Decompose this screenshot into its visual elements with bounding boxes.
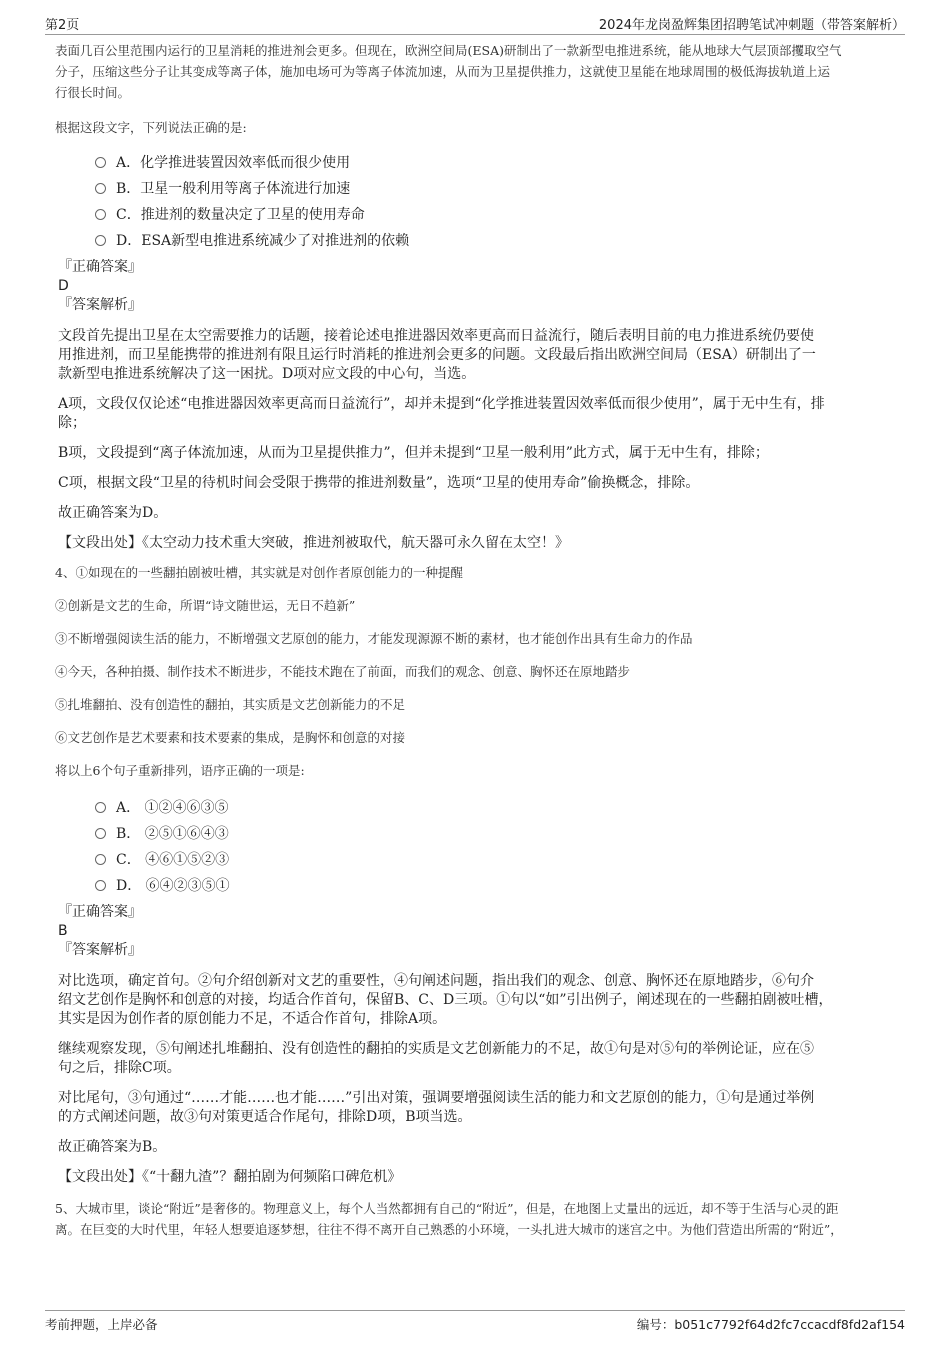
radio-icon[interactable] — [95, 854, 106, 865]
analysis-paragraph — [58, 474, 895, 493]
option-text: D． ⑥④②③⑤① — [116, 878, 230, 894]
option-c[interactable] — [95, 847, 895, 873]
question-prompt: 将以上6个句子重新排列，语序正确的一项是: — [55, 763, 305, 778]
analysis-paragraph — [58, 327, 895, 384]
footer-slogan: 考前押题，上岸必备 — [45, 1317, 158, 1332]
option-d[interactable] — [95, 228, 895, 254]
page-footer — [45, 1310, 905, 1333]
analysis-line: 【文段出处】《“十翻九渣”？翻拍剧为何频陷口碑危机》 — [58, 1169, 402, 1185]
option-text: B． ②⑤①⑥④③ — [116, 826, 229, 842]
analysis-line: 故正确答案为B。 — [58, 1139, 167, 1155]
option-list — [95, 150, 895, 254]
option-text: B．卫星一般利用等离子体流进行加速 — [116, 181, 351, 197]
option-text: A． ①②④⑥③⑤ — [116, 800, 229, 816]
option-c[interactable] — [95, 202, 895, 228]
radio-icon[interactable] — [95, 209, 106, 220]
document-code: 编号：b051c7792f64d2fc7ccacdf8fd2af154 — [636, 1317, 905, 1332]
analysis-line: 句之后，排除C项。 — [58, 1060, 181, 1076]
option-b[interactable] — [95, 176, 895, 202]
question-prompt: 根据这段文字，下列说法正确的是: — [55, 120, 247, 135]
analysis-line: B项，文段提到“离子体流加速，从而为卫星提供推力”，但并未提到“卫星一般利用”此方式，属于无中生有，排除； — [58, 445, 769, 461]
sentence-item: 4、①如现在的一些翻拍剧被吐槽，其实就是对创作者原创能力的一种提醒 — [55, 565, 463, 580]
answer-label: 『正确答案』 — [58, 259, 142, 275]
option-text: D．ESA新型电推进系统减少了对推进剂的依赖 — [116, 233, 410, 249]
option-list — [95, 795, 895, 899]
analysis-line: C项，根据文段“卫星的待机时间会受限于携带的推进剂数量”，选项“卫星的使用寿命”偷换概念，排除。 — [58, 475, 700, 491]
analysis-paragraph — [58, 504, 895, 523]
analysis-line: A项，文段仅仅论述“电推进器因效率更高而日益流行”，却并未提到“化学推进装置因效率低而很少使用”，属于无中生有，排 — [58, 396, 825, 412]
option-b[interactable] — [95, 821, 895, 847]
analysis-line: 文段首先提出卫星在太空需要推力的话题，接着论述电推进器因效率更高而日益流行，随后表明目前的电力推进系统仍要使 — [58, 328, 814, 344]
analysis-line: 对比尾句，③句通过“……才能……也才能……”引出对策，强调要增强阅读生活的能力和文艺原创的能力，①句是通过举例 — [58, 1090, 815, 1106]
analysis-line: 用推进剂，而卫星能携带的推进剂有限且运行时消耗的推进剂会更多的问题。文段最后指出欧洲空间局（ESA）研制出了一 — [58, 347, 816, 363]
option-d[interactable] — [95, 873, 895, 899]
radio-icon[interactable] — [95, 828, 106, 839]
passage-line: 离。在巨变的大时代里，年轻人想要追逐梦想，往往不得不离开自己熟悉的小环境，一头扎进大城市的迷宫之中。为他们营造出所需的“附近”， — [55, 1222, 843, 1237]
analysis-paragraph — [58, 1138, 895, 1157]
passage-line: 表面几百公里范围内运行的卫星消耗的推进剂会更多。但现在，欧洲空间局(ESA)研制出了一款新型电推进系统，能从地球大气层顶部攫取空气 — [55, 43, 842, 58]
correct-answer: D — [58, 278, 69, 294]
analysis-body — [58, 972, 895, 1187]
analysis-paragraph — [58, 1040, 895, 1078]
analysis-line: 的方式阐述问题，故③句对策更适合作尾句，排除D项，B项当选。 — [58, 1109, 472, 1125]
source-citation — [58, 534, 895, 553]
sentence-item: ③不断增强阅读生活的能力，不断增强文艺原创的能力，才能发现源源不断的素材，也才能创作出具有生命力的作品 — [55, 631, 693, 646]
analysis-body — [58, 327, 895, 553]
radio-icon[interactable] — [95, 880, 106, 891]
option-text: C．推进剂的数量决定了卫星的使用寿命 — [116, 207, 365, 223]
analysis-paragraph — [58, 1089, 895, 1127]
analysis-paragraph — [58, 444, 895, 463]
radio-icon[interactable] — [95, 183, 106, 194]
sentence-item: ⑤扎堆翻拍、没有创造性的翻拍，其实质是文艺创新能力的不足 — [55, 697, 406, 712]
page-content — [55, 40, 895, 1240]
radio-icon[interactable] — [95, 235, 106, 246]
analysis-line: 绍文艺创作是胸怀和创意的对接，均适合作首句，保留B、C、D三项。①句以“如”引出例子，阐述现在的一些翻拍剧被吐槽， — [58, 992, 833, 1008]
analysis-line: 【文段出处】《太空动力技术重大突破，推进剂被取代，航天器可永久留在太空！》 — [58, 535, 569, 551]
sentence-item: ②创新是文艺的生命，所谓“诗文随世运，无日不趋新” — [55, 598, 356, 613]
passage-line: 5、大城市里，谈论“附近”是奢侈的。物理意义上，每个人当然都拥有自己的“附近”，但是，在地图上丈量出的远近，却不等于生活与心灵的距 — [55, 1201, 839, 1216]
answer-label: 『正确答案』 — [58, 904, 142, 920]
analysis-paragraph — [58, 395, 895, 433]
analysis-line: 其实是因为创作者的原创能力不足，不适合作首句，排除A项。 — [58, 1011, 447, 1027]
analysis-line: 继续观察发现，⑤句阐述扎堆翻拍、没有创造性的翻拍的实质是文艺创新能力的不足，故①句是对⑤句的举例论证，应在⑤ — [58, 1041, 814, 1057]
sentence-item: ④今天，各种拍摄、制作技术不断进步，不能技术跑在了前面，而我们的观念、创意、胸怀还在原地踏步 — [55, 664, 631, 679]
analysis-line: 故正确答案为D。 — [58, 505, 168, 521]
question-3 — [55, 40, 895, 553]
passage-line: 行很长时间。 — [55, 85, 131, 100]
document-title: 2024年龙岗盈辉集团招聘笔试冲刺题（带答案解析） — [598, 18, 905, 33]
option-text: A．化学推进装置因效率低而很少使用 — [116, 155, 351, 171]
page-header — [45, 12, 905, 35]
radio-icon[interactable] — [95, 802, 106, 813]
analysis-label: 『答案解析』 — [58, 942, 142, 958]
passage-line: 分子，压缩这些分子让其变成等离子体，施加电场可为等离子体流加速，从而为卫星提供推力，这就使卫星能在地球周围的极低海拔轨道上运 — [55, 64, 831, 79]
analysis-line: 款新型电推进系统解决了这一困扰。D项对应文段的中心句，当选。 — [58, 366, 476, 382]
option-text: C． ④⑥①⑤②③ — [116, 852, 230, 868]
analysis-line: 除； — [58, 415, 86, 431]
correct-answer: B — [58, 923, 68, 939]
analysis-label: 『答案解析』 — [58, 297, 142, 313]
analysis-paragraph — [58, 972, 895, 1029]
radio-icon[interactable] — [95, 157, 106, 168]
page-number: 第2页 — [45, 18, 80, 33]
option-a[interactable] — [95, 795, 895, 821]
source-citation — [58, 1168, 895, 1187]
question-4 — [55, 564, 895, 1187]
question-5 — [55, 1198, 895, 1240]
option-a[interactable] — [95, 150, 895, 176]
analysis-line: 对比选项，确定首句。②句介绍创新对文艺的重要性，④句阐述问题，指出我们的观念、创意、胸怀还在原地踏步，⑥句介 — [58, 973, 814, 989]
sentence-item: ⑥文艺创作是艺术要素和技术要素的集成，是胸怀和创意的对接 — [55, 730, 406, 745]
